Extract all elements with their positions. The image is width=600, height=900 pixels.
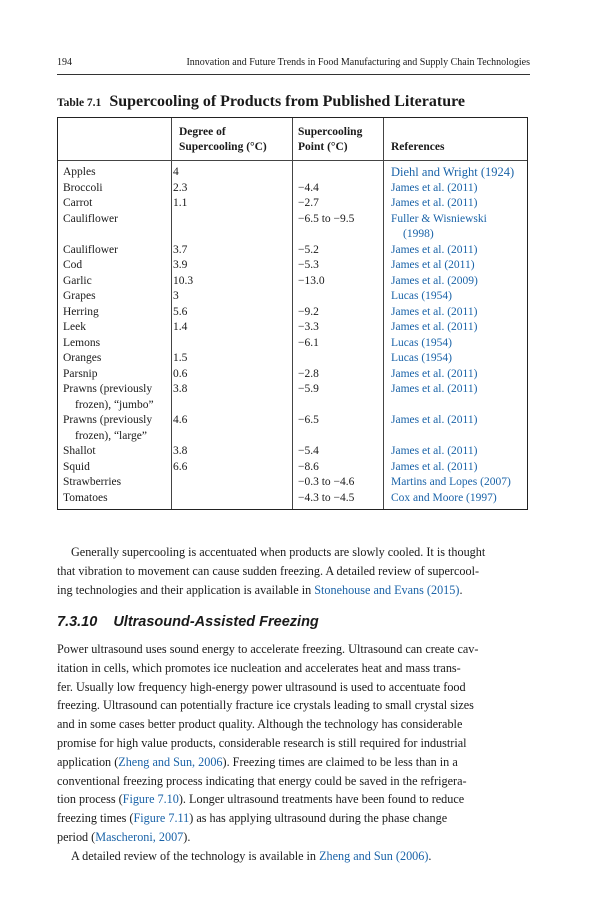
paragraph-line: promise for high value products, considerable research is still required for industrial xyxy=(57,735,467,750)
citation-link[interactable]: Zheng and Sun (2006) xyxy=(319,848,429,863)
cell-point: −4.3 to −4.5 xyxy=(298,491,355,504)
cell-product-line: frozen), “large” xyxy=(75,429,147,442)
header-rule xyxy=(57,74,530,75)
reference-link[interactable]: Cox and Moore (1997) xyxy=(391,491,497,504)
reference-link[interactable]: James et al. (2011) xyxy=(391,367,478,380)
cell-product xyxy=(63,460,179,476)
text-run: period ( xyxy=(57,829,96,844)
cell-product xyxy=(63,258,179,274)
paragraph-line xyxy=(57,809,530,828)
text-run: A detailed review of the technology is available in xyxy=(71,848,320,863)
paragraph-line xyxy=(57,790,530,809)
cell-point: −6.5 xyxy=(298,414,319,426)
cell-product-line: Cod xyxy=(63,259,83,271)
cell-degree: 2.3 xyxy=(173,181,188,194)
text-run: application ( xyxy=(57,754,119,769)
paragraph-line xyxy=(57,581,530,600)
cell-product-line: Shallot xyxy=(63,445,96,457)
text-run: ). xyxy=(183,829,191,844)
cell-product xyxy=(63,212,179,228)
reference-link[interactable]: Lucas (1954) xyxy=(391,290,452,302)
cell-product-line: frozen), “jumbo” xyxy=(75,398,154,411)
reference-link[interactable]: James et al. (2011) xyxy=(391,321,478,333)
col-header-degree-line1: Degree of xyxy=(179,126,226,138)
cell-reference[interactable] xyxy=(391,305,527,321)
reference-link[interactable]: Martins and Lopes (2007) xyxy=(391,476,511,488)
column-divider xyxy=(292,118,293,509)
cell-product xyxy=(63,243,179,259)
cell-point: −6.1 xyxy=(298,336,319,349)
cell-product-line: Prawns (previously xyxy=(63,383,153,395)
cell-product-line: Herring xyxy=(63,305,99,318)
reference-link[interactable]: James et al. (2011) xyxy=(391,197,478,209)
table-title: Supercooling of Products from Published Literature xyxy=(109,93,466,110)
cell-reference[interactable] xyxy=(391,289,527,305)
page-number: 194 xyxy=(57,57,72,68)
cell-point: −2.7 xyxy=(298,197,319,209)
cell-product-line: Cauliflower xyxy=(63,212,118,225)
section-title: Ultrasound-Assisted Freezing xyxy=(113,614,319,630)
cell-degree: 6.6 xyxy=(173,460,188,473)
col-header-point-line2: Point (°C) xyxy=(298,141,348,153)
col-header-degree xyxy=(179,125,267,155)
cell-degree: 3.7 xyxy=(173,243,188,256)
cell-product xyxy=(63,491,179,507)
citation-link[interactable]: Mascheroni, 2007 xyxy=(95,829,184,844)
cell-point: −4.4 xyxy=(298,181,319,194)
cell-degree: 1.5 xyxy=(173,352,188,364)
paragraph-line xyxy=(57,753,530,772)
paragraph-line: freezing. Ultrasound can potentially fracture ice crystals leading to small crystal sizes xyxy=(57,698,474,713)
col-header-point xyxy=(298,125,362,155)
table-label: Table 7.1 xyxy=(57,97,102,109)
cell-degree: 3.9 xyxy=(173,259,188,271)
table-caption xyxy=(57,93,530,111)
reference-link[interactable]: (1998) xyxy=(403,228,434,240)
cell-reference[interactable] xyxy=(391,351,527,367)
cell-product xyxy=(63,196,179,212)
cell-product xyxy=(63,475,179,491)
paragraph-line: and in some cases better product quality. Although the technology has considerable xyxy=(57,717,463,732)
cell-product-line: Carrot xyxy=(63,197,93,209)
cell-reference[interactable] xyxy=(391,413,527,429)
cell-point: −5.2 xyxy=(298,243,319,256)
cell-degree: 4.6 xyxy=(173,414,188,426)
reference-link[interactable]: Diehl and Wright (1924) xyxy=(391,165,515,179)
cell-product xyxy=(63,320,179,336)
cell-product-line: Garlic xyxy=(63,274,92,287)
cell-point: −9.2 xyxy=(298,305,319,318)
reference-link[interactable]: James et al. (2011) xyxy=(391,383,478,395)
cell-point: −13.0 xyxy=(298,274,325,287)
cell-point: −5.3 xyxy=(298,259,319,271)
cell-product xyxy=(63,351,179,367)
cell-product xyxy=(63,289,179,305)
reference-link[interactable]: James et al. (2009) xyxy=(391,274,478,287)
section-number: 7.3.10 xyxy=(57,614,98,630)
cell-product-line: Oranges xyxy=(63,352,102,364)
column-divider xyxy=(383,118,384,509)
cell-reference[interactable] xyxy=(391,196,527,212)
text-run: ing technologies and their application is available in xyxy=(57,582,315,597)
paragraph-1 xyxy=(57,543,530,599)
cell-product-line: Parsnip xyxy=(63,367,98,380)
paragraph-line: Power ultrasound uses sound energy to accelerate freezing. Ultrasound can create cav- xyxy=(57,642,479,656)
cell-degree: 1.1 xyxy=(173,197,188,209)
paragraph-line: that vibration to movement can cause sudden freezing. A detailed review of supercool- xyxy=(57,563,480,578)
cell-product xyxy=(63,274,179,290)
reference-link[interactable]: Lucas (1954) xyxy=(391,352,452,364)
reference-link[interactable]: Fuller & Wisniewski xyxy=(391,212,487,225)
reference-link[interactable]: Lucas (1954) xyxy=(391,336,452,349)
paragraph-line: conventional freezing process indicating that energy could be saved in the refrigera- xyxy=(57,773,467,788)
cell-product-line: Tomatoes xyxy=(63,491,108,504)
paragraph-line: itation in cells, which promotes ice nucleation and accelerates heat and mass trans- xyxy=(57,660,461,675)
reference-link[interactable]: James et al. (2011) xyxy=(391,460,478,473)
text-run: ). Longer ultrasound treatments have been found to reduce xyxy=(178,792,465,807)
reference-link[interactable]: James et al. (2011) xyxy=(391,181,478,194)
paragraph-line: Generally supercooling is accentuated when products are slowly cooled. It is thought xyxy=(71,545,486,559)
cell-degree: 5.6 xyxy=(173,305,188,318)
paragraph-line xyxy=(57,828,530,847)
cell-reference[interactable] xyxy=(391,274,527,290)
cell-reference[interactable] xyxy=(391,382,527,398)
text-run: ) as has applying ultrasound during the phase change xyxy=(189,811,448,826)
cell-product xyxy=(63,367,179,383)
text-run: tion process ( xyxy=(57,792,123,807)
figure-link[interactable]: Figure 7.10 xyxy=(122,792,179,807)
cell-reference[interactable] xyxy=(391,243,527,259)
cell-product-line: Grapes xyxy=(63,290,96,302)
citation-link[interactable]: Zheng and Sun, 2006 xyxy=(118,754,223,769)
cell-degree: 3.8 xyxy=(173,383,188,395)
paragraph-line: fer. Usually low frequency high-energy power ultrasound is used to accentuate food xyxy=(57,679,466,694)
cell-degree: 3.8 xyxy=(173,445,188,457)
text-run: . xyxy=(459,582,463,597)
cell-reference[interactable] xyxy=(391,181,527,197)
cell-point: −5.9 xyxy=(298,383,319,395)
header-divider xyxy=(58,160,527,161)
cell-reference[interactable] xyxy=(391,460,527,476)
cell-degree: 10.3 xyxy=(173,274,194,287)
cell-product-line: Squid xyxy=(63,460,90,473)
text-run: . xyxy=(428,848,432,863)
section-heading xyxy=(57,614,319,630)
cell-degree: 0.6 xyxy=(173,367,188,380)
cell-degree: 1.4 xyxy=(173,321,188,333)
cell-product xyxy=(63,336,179,352)
figure-link[interactable]: Figure 7.11 xyxy=(133,811,190,826)
reference-link[interactable]: James et al. (2011) xyxy=(391,305,478,318)
cell-product xyxy=(63,444,179,460)
running-title: Innovation and Future Trends in Food Manufacturing and Supply Chain Technologies xyxy=(186,57,530,68)
cell-product-line: Broccoli xyxy=(63,181,103,194)
cell-reference[interactable] xyxy=(391,367,527,383)
cell-reference[interactable] xyxy=(391,444,527,460)
paragraph-2 xyxy=(57,640,530,866)
cell-point: −5.4 xyxy=(298,445,319,457)
cell-reference[interactable] xyxy=(391,475,527,491)
cell-degree: 4 xyxy=(173,166,179,178)
cell-product-line: Prawns (previously xyxy=(63,414,153,426)
cell-product-line: Leek xyxy=(63,321,86,333)
cell-reference[interactable] xyxy=(391,320,527,336)
text-run: freezing times ( xyxy=(57,811,134,826)
cell-product xyxy=(63,305,179,321)
cell-product-line: Apples xyxy=(63,166,96,178)
reference-link[interactable]: James et al. (2011) xyxy=(391,414,478,426)
cell-reference[interactable] xyxy=(391,165,527,181)
cell-point: −8.6 xyxy=(298,460,319,473)
cell-product-line: Lemons xyxy=(63,336,101,349)
citation-link[interactable]: Stonehouse and Evans (2015) xyxy=(314,582,460,597)
cell-product xyxy=(63,165,179,181)
col-header-degree-line2: Supercooling (°C) xyxy=(179,141,267,153)
cell-product xyxy=(63,382,179,413)
cell-reference[interactable] xyxy=(391,491,527,507)
col-header-point-line1: Supercooling xyxy=(298,126,363,138)
reference-link[interactable]: James et al. (2011) xyxy=(391,243,478,256)
cell-point: −3.3 xyxy=(298,321,319,333)
cell-degree: 3 xyxy=(173,290,179,302)
cell-product-line: Cauliflower xyxy=(63,243,118,256)
cell-product xyxy=(63,413,179,444)
cell-product xyxy=(63,181,179,197)
cell-reference[interactable] xyxy=(391,336,527,352)
reference-link[interactable]: James et al (2011) xyxy=(391,259,475,271)
text-run: ). Freezing times are claimed to be less than in a xyxy=(222,754,458,769)
cell-point: −6.5 to −9.5 xyxy=(298,212,355,225)
cell-reference[interactable] xyxy=(391,212,527,243)
cell-point: −2.8 xyxy=(298,367,319,380)
cell-product-line: Strawberries xyxy=(63,476,122,488)
col-header-references: References xyxy=(391,141,445,153)
supercooling-table xyxy=(57,117,528,510)
cell-point: −0.3 to −4.6 xyxy=(298,476,355,488)
paragraph-line xyxy=(57,847,530,866)
cell-reference[interactable] xyxy=(391,258,527,274)
reference-link[interactable]: James et al. (2011) xyxy=(391,445,478,457)
